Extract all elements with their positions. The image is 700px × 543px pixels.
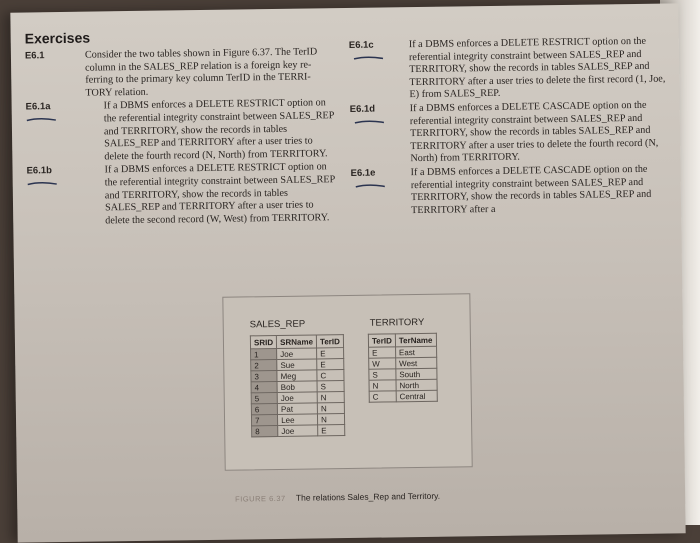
table-cell: 2 [251,360,277,371]
table-cell: S [317,381,344,392]
exercises-heading: Exercises [24,29,91,47]
caption-text: The relations Sales_Rep and Territory. [295,490,441,503]
table-cell: E [317,348,344,359]
exercise-e6-1e [351,163,672,218]
column-header: TerID [368,334,395,347]
exercise-number: E6.1 [24,50,45,62]
table-cell: E [317,359,344,370]
exercise-e6-1 [25,46,338,101]
table-cell: East [395,346,436,358]
exercise-number: E6.1b [26,165,52,177]
table-cell: North [396,379,437,391]
table-cell: 3 [251,371,277,382]
sales-rep-title: SALES_REP [249,318,306,331]
exercise-text: If a DBMS enforces a DELETE RESTRICT option on the referential integrity constraint between SALES_REP and TERRITORY, show the records in tables SALES_REP and TERRITORY after a user tries to delete the fourth record (N, North) from TERRITORY. [103,97,335,163]
table-cell: Joe [278,425,318,437]
pen-underline-mark [26,117,56,121]
table-cell: Pat [277,403,317,415]
pen-underline-mark [355,183,385,187]
table-cell: 1 [251,349,277,360]
pen-underline-mark [353,55,383,59]
table-cell: N [369,380,396,391]
territory-title: TERRITORY [369,316,425,329]
table-cell: N [317,403,344,414]
table-cell: N [317,392,344,403]
table-cell: W [369,358,396,369]
table-row [252,425,345,437]
table-cell: 4 [251,382,277,393]
exercise-text: If a DBMS enforces a DELETE CASCADE option on the referential integrity constraint between SALES_REP and TERRITORY, show the records in tables SALES_REP and TERRITORY after a user tries to delete the fourth record (N, North) from TERRITORY. [409,99,659,165]
table-cell: Lee [278,414,318,426]
exercise-number: E6.1a [25,101,51,113]
table-cell: West [396,357,437,369]
table-cell: 8 [252,425,278,436]
caption-label: FIGURE 6.37 [235,493,286,504]
pen-underline-mark [27,181,57,185]
table-cell: South [396,368,437,380]
exercise-text: If a DBMS enforces a DELETE RESTRICT option on the referential integrity constraint between SALES_REP and TERRITORY, show the records in tables SALES_REP and TERRITORY after a user tries to delete the second record (W, West) from TERRITORY. [104,161,335,227]
left-column [25,46,339,230]
table-cell: Joe [277,348,317,360]
table-cell: S [369,369,396,380]
exercise-text: If a DBMS enforces a DELETE RESTRICT option on the referential integrity constraint between SALES_REP and TERRITORY, show the records in tables SALES_REP and TERRITORY after a user tries to delete the first record (1, Joe, E) from SALES_REP. [408,35,666,101]
exercise-number: E6.1c [348,39,374,51]
table-cell: N [317,414,344,425]
table-cell: C [317,370,344,381]
figure-caption [235,491,440,504]
table-row [369,390,437,402]
table-cell: 5 [251,392,277,403]
column-header: TerName [395,333,436,347]
sales-rep-table [250,334,345,437]
table-cell: Sue [277,359,317,371]
table-cell: Central [396,390,437,402]
exercise-text: If a DBMS enforces a DELETE CASCADE option on the referential integrity constraint between SALES_REP and TERRITORY, show the records in tables SALES_REP and TERRITORY after a [410,163,652,216]
table-cell: E [318,425,345,436]
column-header: TerID [316,335,343,348]
territory-table [368,333,437,403]
table-cell: Bob [277,381,317,393]
table-cell: 6 [251,403,277,414]
textbook-page [10,3,685,542]
exercise-number: E6.1e [350,167,376,179]
exercise-e6-1a [26,98,339,165]
table-cell: C [369,391,396,402]
exercise-text: Consider the two tables shown in Figure 6.37. The TerID column in the SALES_REP relation is a foreign key re-ferring to the primary key column TerID in the TERRI-TORY relation. [84,46,318,99]
table-cell: 7 [251,414,277,425]
exercise-e6-1c [349,35,670,102]
column-header: SRID [250,336,276,349]
column-header: SRName [276,335,316,349]
table-cell: Joe [277,392,317,404]
figure-6-37 [222,293,472,470]
exercise-number: E6.1d [349,103,376,115]
pen-underline-mark [354,119,384,123]
right-column [349,35,671,219]
exercise-e6-1b [26,161,339,228]
exercise-e6-1d [350,99,671,166]
table-cell: Meg [277,370,317,382]
table-cell: E [369,347,396,358]
